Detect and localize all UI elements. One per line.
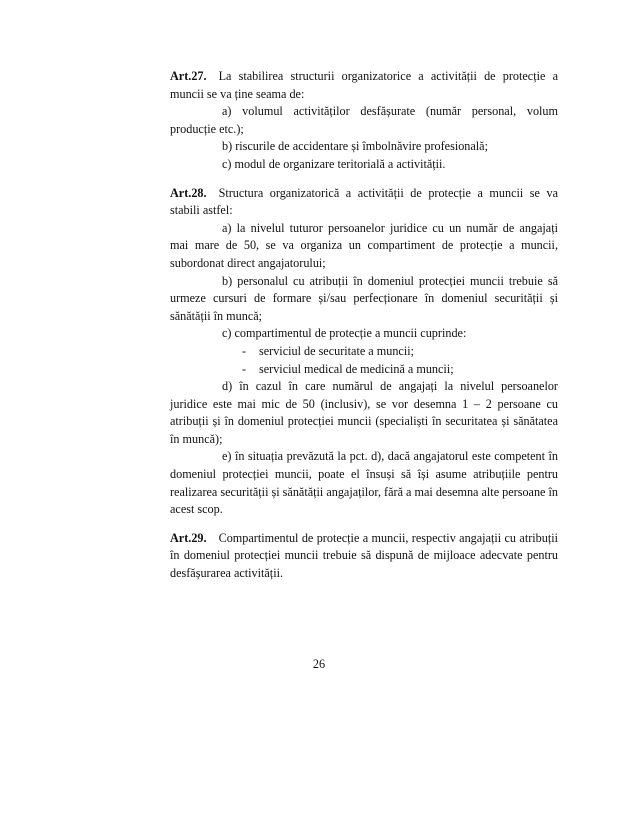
article-28-intro bbox=[170, 185, 558, 220]
article-29-intro bbox=[170, 530, 558, 583]
article-28-item-b: b) personalul cu atribuții în domeniul protecției muncii trebuie să urmeze cursuri de formare și/sau perfecționare în domeniul securității și sănătății în muncă; bbox=[170, 273, 558, 323]
article-27-intro bbox=[170, 68, 558, 103]
paragraph-gap bbox=[170, 174, 558, 185]
article-27-item-b: b) riscurile de accidentare și îmbolnăvire profesională; bbox=[222, 139, 488, 154]
article-28-item-e: e) în situația prevăzută la pct. d), dacă angajatorul este competent în domeniul protecției muncii, poate el însuși să își asume atribuțiile pentru realizarea securității și sănătății angajaților, fără a mai desemna alte persoane în acest scop. bbox=[170, 449, 558, 517]
article-28-item-c: c) compartimentul de protecție a muncii cuprinde: bbox=[222, 326, 467, 341]
article-27-item-c: c) modul de organizare teritorială a activității. bbox=[222, 156, 446, 171]
page-body bbox=[170, 68, 558, 583]
article-28-item-a: a) la nivelul tuturor persoanelor juridice cu un număr de angajați mai mare de 50, se va organiza un compartiment de protecție a muncii, subordonat direct angajatorului; bbox=[170, 220, 558, 270]
article-27-label: Art.27. bbox=[170, 69, 207, 83]
article-28-dash-item-2 bbox=[170, 361, 558, 379]
dash-item-text: serviciul medical de medicină a muncii; bbox=[259, 361, 454, 376]
dash-bullet: - bbox=[242, 343, 247, 358]
article-28-label: Art.28. bbox=[170, 185, 207, 200]
article-28-item-d: d) în cazul în care numărul de angajați la nivelul persoanelor juridice este mai mic de 50 (inclusiv), se vor desemna 1 – 2 persoane cu atribuții și în domeniul protecției muncii (specialiști în securitatea și sănătatea în muncă); bbox=[170, 379, 558, 446]
dash-bullet: - bbox=[242, 361, 247, 376]
dash-item-text: serviciul de securitate a muncii; bbox=[259, 343, 414, 358]
article-28-text: Structura organizatorică a activității de protecție a muncii se va stabili astfel: bbox=[170, 185, 558, 218]
article-29-label: Art.29. bbox=[170, 530, 207, 545]
paragraph-gap bbox=[170, 519, 558, 530]
article-27-item-a: a) volumul activităților desfășurate (număr personal, volum producție etc.); bbox=[170, 104, 558, 136]
article-27-text: La stabilirea structurii organizatorice a activității de protecție a muncii se va ține seama de: bbox=[170, 69, 558, 101]
article-28-dash-item-1 bbox=[170, 343, 558, 361]
page-number: 26 bbox=[312, 657, 326, 671]
article-29-text: Compartimentul de protecție a muncii, respectiv angajații cu atribuții în domeniul protecției muncii trebuie să dispună de mijloace adecvate pentru desfășurarea activității. bbox=[170, 530, 558, 581]
